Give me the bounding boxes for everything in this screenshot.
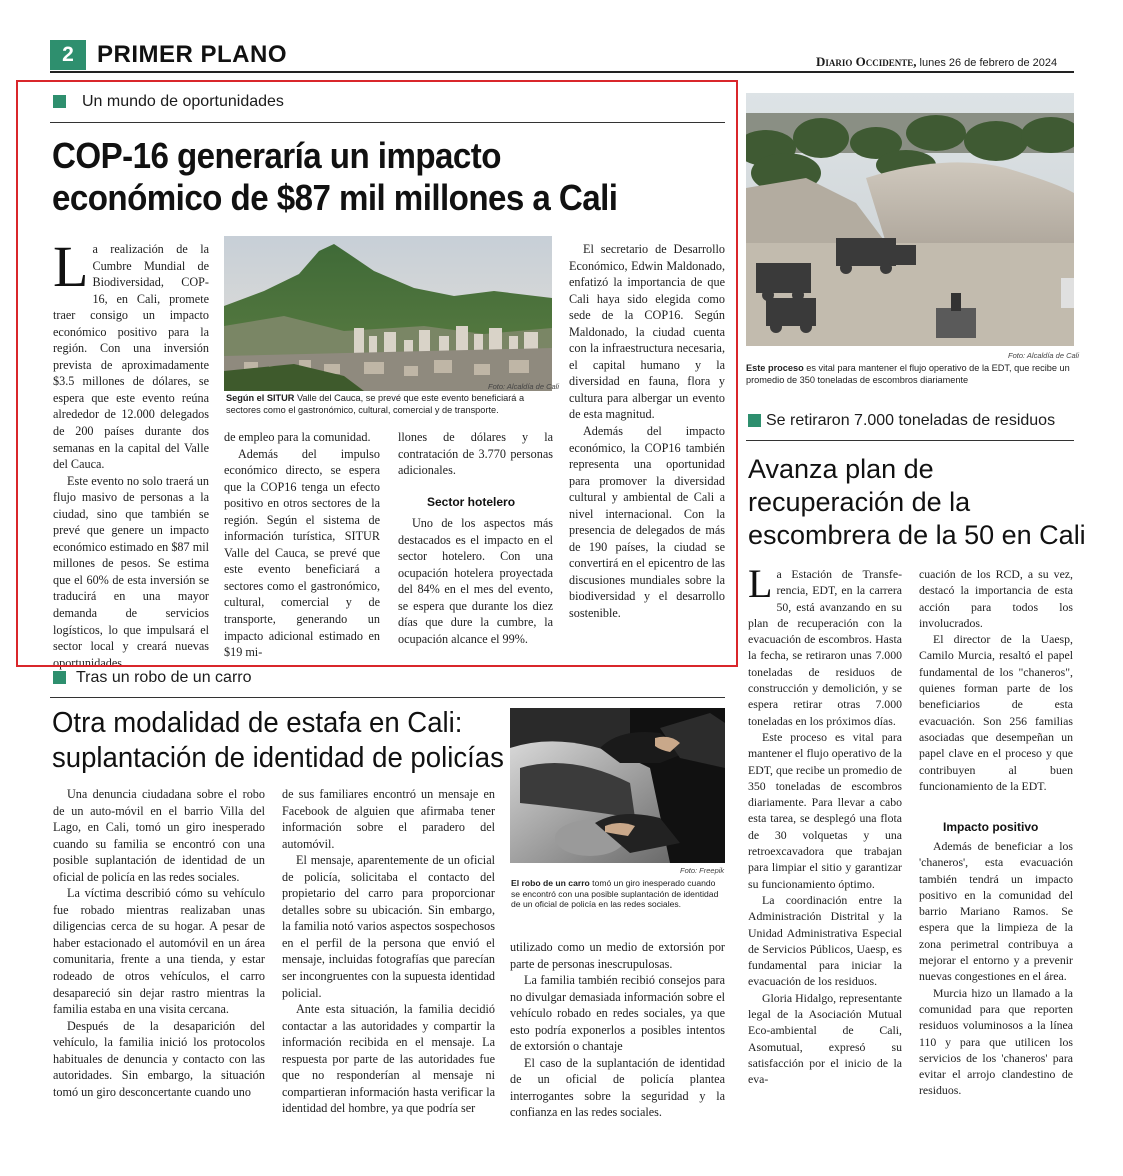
paragraph: Además de beneficiar a los 'chaneros', esta evacuación también tendrá un impacto positivo en la comunidad del barrio Mariano Ramos. Se espera que la limpieza de la zona perimetral contribuya a mejorar el entorno y a prevenir nuevas congestiones en el área. xyxy=(919,839,1073,984)
article3-kicker xyxy=(748,411,1055,431)
article2-photo xyxy=(510,708,725,863)
caption-lead: Este proceso xyxy=(746,363,804,373)
headline-line-1: Avanza plan de xyxy=(748,454,934,484)
headline-line-2: suplantación de identidad de policías xyxy=(52,742,504,774)
paragraph: llones de dólares y la contratación de 3.770 personas adicionales. xyxy=(398,430,553,478)
article2-photo-caption xyxy=(511,878,724,910)
caption-text: Valle del Cauca, se prevé que este evento beneficiará a sectores como el gastronómico, cultural, comercial y de transporte. xyxy=(226,393,525,415)
headline-line-1: Otra modalidad de estafa en Cali: xyxy=(52,707,463,739)
car-theft-image xyxy=(510,708,725,863)
paragraph: de sus familiares encontró un mensaje en Facebook de alguien que afirmaba tener información sobre el paradero del automóvil. xyxy=(282,787,495,851)
kicker-text: Se retiraron 7.000 toneladas de residuos xyxy=(766,412,1056,429)
article2-kicker xyxy=(53,668,252,688)
headline-line-2: económico de $87 mil millones a Cali xyxy=(52,177,618,218)
article3-headline xyxy=(748,453,1086,552)
paragraph: Después de la desaparición del vehículo, la familia inició los protocolos habituales de denuncia y contacto con las autoridades. Sin embargo, la situación tomó un giro desconcertante cuando uno xyxy=(53,1018,265,1099)
paragraph: El caso de la suplantación de identidad de un oficial de policía plantea interrogantes sobre la seguridad y la confianza en las redes sociales. xyxy=(510,1055,725,1120)
article3-col1 xyxy=(748,561,902,1088)
caption-text: tomó un giro inesperado cuando se encontró con una posible suplantación de identidad de un oficial de policía en las redes sociales. xyxy=(511,878,719,909)
paragraph: La coordinación entre la Administración Distrital y la Unidad Administrativa Especial de Servicios Públicos, Uaesp, es fundamental para iniciar la evacuación de los residuos. xyxy=(748,892,902,989)
newspaper-name: Diario Occidente, xyxy=(816,54,917,69)
drop-cap: L xyxy=(748,561,773,606)
paragraph: a realización de la Cumbre Mundial de Biodiversidad, COP- 16, en Cali, promete traer consigo un impacto económico positivo para la región. Con una inversión prevista de aproximadamente $3.5 millones de dólares, se espera que este evento reúna alrededor de 12.000 delegados de 200 países durante dos semanas en la capital del Valle del Cauca. xyxy=(53,242,209,472)
article2-col3 xyxy=(510,939,725,1121)
kicker-square-icon xyxy=(53,671,66,684)
article3-kicker-rule xyxy=(746,440,1074,441)
caption-lead: El robo de un carro xyxy=(511,878,590,888)
paragraph: El mensaje, aparentemente de un oficial de policía, solicitaba el contacto del propietario del carro para proporcionar detalles sobre su ubicación. Sin embargo, la familia notó varios aspectos sospechosos en el perfil de la persona que envió el mensaje, incluidas fotografías que parecían ser incongruentes con la supuesta identidad policial. xyxy=(282,853,495,1000)
paragraph: Gloria Hidalgo, representante legal de la Asociación Mutual Eco-ambiental de Cali, Asomutual, expresó su satisfacción por el inicio de la eva- xyxy=(748,990,902,1087)
article1-photo xyxy=(224,236,552,391)
headline-line-3: escombrera de la 50 en Cali xyxy=(748,520,1086,550)
article1-kicker xyxy=(53,92,284,112)
article1-col1 xyxy=(53,234,209,671)
paragraph: Uno de los aspectos más destacados es el impacto en el sector hotelero. Con una ocupación hotelera proyectada del 84% en el mes del evento, se espera que durante los diez días que dure la cumbre, la ocupación alcance el 99%. xyxy=(398,516,553,646)
article2-col1 xyxy=(53,786,265,1100)
article1-col3b xyxy=(398,515,553,647)
headline-line-1: COP-16 generaría un impacto xyxy=(52,135,501,176)
kicker-square-icon xyxy=(53,95,66,108)
article1-kicker-rule xyxy=(50,122,725,123)
paragraph: El secretario de Desarrollo Económico, Edwin Maldonado, enfatizó la importancia de que Cali haya sido elegida como sede de la COP16. Según Maldonado, la ciudad cuenta con la infraestructura necesaria, el capital humano y la diversidad en fauna, flora y cultura para albergar un evento de esta magnitud. xyxy=(569,242,725,422)
escombrera-image xyxy=(746,93,1074,346)
paragraph: a Estación de Transfe-rencia, EDT, en la carrera 50, está avanzando en su plan de recuperación con la evacuación de escombros. Hasta la fecha, se retiraron unas 7.000 toneladas de residuos de construcción y demolición, y se espera retirar otras 7.000 toneladas en los próximos días. xyxy=(748,567,902,728)
article3-photo xyxy=(746,93,1074,346)
article1-col3 xyxy=(398,429,553,479)
paragraph: La víctima describió cómo su vehículo fue robado mientras realizaban unas diligencias cerca de su hogar. A pesar de haber estacionado el automóvil en un área comunitaria, frente a una tienda, y estar rodeado de otros vehículos, el carro desapareció sin dejar rastro mientras la familia estaba en una visita cercana. xyxy=(53,886,265,1017)
issue-date: lunes 26 de febrero de 2024 xyxy=(919,57,1058,69)
cali-cityscape-image xyxy=(224,236,552,391)
article3-col2b xyxy=(919,838,1073,1099)
article3-subhead: Impacto positivo xyxy=(943,820,1039,834)
paragraph: Además del impulso económico directo, se espera que la COP16 tenga un efecto positivo en otros sectores de la región. Según el sistema de información turística, SITUR Valle del Cauca, se prevé que este evento beneficiará a sectores como el gastronómico, cultural, comercial y de transporte, generando un impacto adicional estimado en $19 mi- xyxy=(224,446,380,660)
article3-photo-caption xyxy=(746,363,1074,386)
article2-headline xyxy=(52,706,504,776)
article1-col2 xyxy=(224,429,380,661)
masthead xyxy=(816,54,1057,70)
caption-text: es vital para mantener el flujo operativo de la EDT, que recibe un promedio de 350 toneladas de escombros diariamente xyxy=(746,363,1070,385)
paragraph: Ante esta situación, la familia decidió contactar a las autoridades y compartir la información recibida en el mensaje. La respuesta por parte de las autoridades fue que no responderían al mensaje ni compartieran información hasta verificar la identidad del hombre, ya que podría ser xyxy=(282,1002,495,1116)
section-title: PRIMER PLANO xyxy=(97,41,288,68)
paragraph: Este evento no solo traerá un flujo masivo de personas a la ciudad, sino que también se prevé que genere un impacto económico estimado en $87 mil millones de pesos. Se estima que el 60% de esta inversión se traducirá en una mayor demanda de servicios logísticos, lo que impulsará el sector local y creará nuevas oportunidades xyxy=(53,473,209,670)
paragraph: El director de la Uaesp, Camilo Murcia, resaltó el papel fundamental de los "chaneros", quienes forman parte de los beneficiarios de esta evacuación. Son 256 familias asociadas que desempeñan un papel clave en el proceso y que contribuyen al buen funcionamiento de la EDT. xyxy=(919,632,1073,793)
article2-photo-credit: Foto: Freepik xyxy=(680,866,725,875)
drop-cap: L xyxy=(53,234,89,299)
article1-headline xyxy=(52,135,617,219)
paragraph: La familia también recibió consejos para no divulgar demasiada información sobre el vehículo robado en redes sociales, ya que esto podría exponerlos a posibles intentos de extorsión o chantaje xyxy=(510,973,725,1054)
paragraph: Una denuncia ciudadana sobre el robo de un auto-móvil en el barrio Villa del Lago, en Cali, tomó un giro inesperado cuando su familia se encontró con una posible suplantación de identidad de un oficial de policía en las redes sociales. xyxy=(53,787,265,884)
page-number-box xyxy=(50,40,86,70)
article3-photo-credit: Foto: Alcaldía de Cali xyxy=(1008,351,1080,360)
kicker-text: Tras un robo de un carro xyxy=(76,669,252,686)
kicker-square-icon xyxy=(748,414,761,427)
article1-col4 xyxy=(569,241,725,622)
paragraph: utilizado como un medio de extorsión por parte de personas inescrupulosas. xyxy=(510,940,725,971)
headline-line-2: recuperación de la xyxy=(748,487,971,517)
paragraph: cuación de los RCD, a su vez, destacó la importancia de esta acción para todos los involucrados. xyxy=(919,567,1073,630)
article1-subhead: Sector hotelero xyxy=(427,495,516,509)
paragraph: Además del impacto económico, la COP16 también representa una oportunidad para promover la diversidad cultural y ambiental de Cali a nivel internacional. Con la presencia de delegados de más de 190 países, la ciudad se convertirá en el epicentro de las discusiones mundiales sobre la biodiversidad y el desarrollo sostenible. xyxy=(569,424,725,621)
paragraph: Este proceso es vital para mantener el flujo operativo de la EDT, que recibe un promedio de 350 toneladas de escombros diariamente. Para llevar a cabo esta tarea, se desplegó una flota de 30 volquetas y una retroexcavadora que trabajan para limpiar el sitio y garantizar su funcionamiento óptimo. xyxy=(748,729,902,891)
article1-photo-caption xyxy=(226,393,554,416)
article3-col2 xyxy=(919,566,1073,794)
article2-kicker-rule xyxy=(50,697,725,698)
article2-col2 xyxy=(282,786,495,1117)
paragraph: Murcia hizo un llamado a la comunidad para que reporten residuos voluminosos a la línea 110 y para que utilicen los servicios de los 'chaneros' para evitar el arrojo clandestino de residuos. xyxy=(919,985,1073,1098)
paragraph: de empleo para la comunidad. xyxy=(224,430,371,444)
header-rule xyxy=(50,71,1074,73)
page-number: 2 xyxy=(62,43,74,66)
kicker-text: Un mundo de oportunidades xyxy=(82,93,284,110)
caption-lead: Según el SITUR xyxy=(226,393,295,403)
article1-photo-credit: Foto: Alcaldía de Cali xyxy=(488,382,560,391)
